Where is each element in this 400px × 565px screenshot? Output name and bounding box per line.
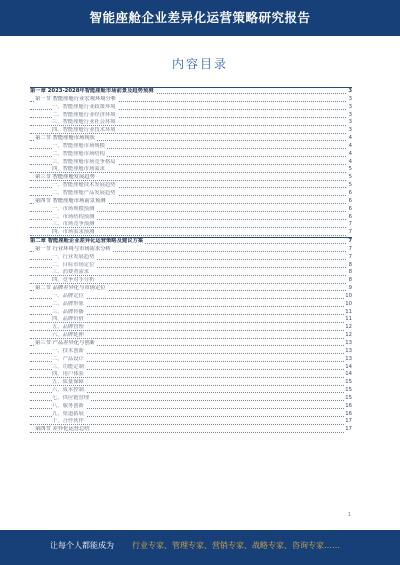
toc-section-entry[interactable] — [30, 96, 352, 104]
toc-item-entry[interactable] — [30, 418, 352, 426]
toc-entry-text: 四、市场需求预测 — [52, 229, 95, 236]
toc-entry-page: 4 — [348, 135, 352, 142]
toc-item-entry[interactable] — [30, 182, 352, 190]
toc-entry-text: 二、智能座舱市场结构 — [52, 150, 105, 157]
toc-section-entry[interactable] — [30, 426, 352, 434]
toc-entry-page: 11 — [345, 308, 352, 315]
toc-entry-page: 7 — [348, 229, 352, 236]
toc-entry-page: 8 — [348, 269, 352, 276]
toc-item-entry[interactable] — [30, 112, 352, 120]
toc-entry-page: 14 — [345, 363, 352, 370]
toc-entry-text: 第四节 智能座舱市场前景预测 — [35, 197, 106, 204]
toc-entry-page: 10 — [345, 292, 352, 299]
toc-item-entry[interactable] — [30, 379, 352, 387]
toc-entry-text: 三、智能座舱行业社会环境 — [52, 119, 116, 126]
toc-entry-text: 六、成本控制 — [52, 387, 84, 394]
toc-entry-text: 第二章 智能座舱企业差异化运营策略及建议方案 — [30, 238, 144, 245]
toc-item-entry[interactable] — [30, 364, 352, 372]
toc-entry-text: 二、产品设计 — [52, 355, 84, 362]
toc-item-entry[interactable] — [30, 293, 352, 301]
toc-entry-page: 15 — [345, 379, 352, 386]
toc-item-entry[interactable] — [30, 104, 352, 112]
toc-entry-text: 二、市场结构预测 — [52, 213, 95, 220]
toc-entry-page: 4 — [348, 142, 352, 149]
toc-entry-text: 四、品牌价值 — [52, 316, 84, 323]
toc-entry-text: 一、智能座舱技术发展趋势 — [52, 182, 116, 189]
toc-item-entry[interactable] — [30, 262, 352, 270]
toc-item-entry[interactable] — [30, 316, 352, 324]
toc-entry-text: 二、智能座舱行业经济环境 — [52, 111, 116, 118]
toc-entry-text: 一、技术创新 — [52, 347, 84, 354]
toc-entry-page: 8 — [348, 261, 352, 268]
toc-entry-text: 第四节 差异化运营总结 — [35, 426, 90, 433]
toc-entry-page: 7 — [348, 221, 352, 228]
page-number: 1 — [348, 512, 352, 518]
toc-entry-text: 六、品牌延伸 — [52, 332, 84, 339]
toc-entry-page: 3 — [348, 127, 352, 134]
toc-chapter-entry[interactable] — [30, 87, 352, 96]
toc-entry-text: 第一节 智能座舱行业宏观环境分析 — [35, 95, 117, 102]
toc-entry-text: 三、品牌传播 — [52, 308, 84, 315]
toc-item-entry[interactable] — [30, 229, 352, 237]
toc-item-entry[interactable] — [30, 277, 352, 285]
toc-entry-text: 四、智能座舱行业技术环境 — [52, 127, 116, 134]
toc-entry-page: 4 — [348, 158, 352, 165]
toc-entry-text: 三、智能座舱市场竞争格局 — [52, 158, 116, 165]
toc-item-entry[interactable] — [30, 411, 352, 419]
toc-item-entry[interactable] — [30, 127, 352, 135]
toc-entry-text: 十、合作伙伴 — [52, 418, 84, 425]
toc-section-entry[interactable] — [30, 246, 352, 254]
toc-entry-page: 12 — [345, 332, 352, 339]
toc-entry-text: 一、品牌定位 — [52, 292, 84, 299]
toc-entry-text: 第二节 品牌差异化与市场定位 — [35, 285, 106, 292]
toc-entry-page: 10 — [345, 300, 352, 307]
toc-entry-text: 一、市场规模预测 — [52, 205, 95, 212]
toc-entry-text: 四、智能座舱市场需求 — [52, 166, 105, 173]
toc-entry-text: 二、智能座舱产品发展趋势 — [52, 189, 116, 196]
toc-chapter-entry[interactable] — [30, 237, 352, 246]
toc-entry-text: 三、功能定制 — [52, 363, 84, 370]
toc-entry-text: 一、行业发展趋势 — [52, 253, 95, 260]
toc-entry-page: 8 — [348, 277, 352, 284]
toc-entry-text: 三、市场竞争预测 — [52, 221, 95, 228]
toc-section-entry[interactable] — [30, 174, 352, 182]
toc-section-entry[interactable] — [30, 340, 352, 348]
toc-item-entry[interactable] — [30, 269, 352, 277]
toc-entry-page: 13 — [345, 355, 352, 362]
toc-entry-text: 第一节 行业环境与市场需求分析 — [35, 245, 111, 252]
toc-item-entry[interactable] — [30, 221, 352, 229]
toc-entry-text: 二、目标市场定位 — [52, 261, 95, 268]
toc-entry-text: 二、品牌形象 — [52, 300, 84, 307]
toc-item-entry[interactable] — [30, 254, 352, 262]
footer-tags: 行业专家、管理专家、营销专家、战略专家、咨询专家…… — [132, 541, 340, 550]
toc-entry-page: 17 — [345, 426, 352, 433]
toc-item-entry[interactable] — [30, 206, 352, 214]
toc-entry-page: 3 — [348, 111, 352, 118]
toc-entry-page: 3 — [348, 103, 352, 110]
toc-entry-page: 7 — [348, 238, 352, 245]
toc-entry-page: 13 — [345, 347, 352, 354]
toc-entry-text: 七、供应链管理 — [52, 394, 90, 401]
toc-item-entry[interactable] — [30, 166, 352, 174]
toc-item-entry[interactable] — [30, 190, 352, 198]
toc-item-entry[interactable] — [30, 332, 352, 340]
toc-entry-page: 16 — [345, 410, 352, 417]
toc-entry-page: 15 — [345, 394, 352, 401]
toc-entry-text: 第一章 2023-2028年智能座舱市场前景及趋势预测 — [30, 88, 154, 94]
toc-entry-text: 八、服务创新 — [52, 402, 84, 409]
toc-entry-page: 6 — [348, 197, 352, 204]
toc-entry-text: 第三节 产品差异化与创新 — [35, 340, 95, 346]
toc-entry-page: 14 — [345, 371, 352, 378]
toc-item-entry[interactable] — [30, 119, 352, 127]
toc-item-entry[interactable] — [30, 387, 352, 395]
toc-section-entry[interactable] — [30, 198, 352, 206]
table-of-contents — [30, 87, 352, 434]
toc-section-entry[interactable] — [30, 285, 352, 293]
toc-heading: 内容目录 — [171, 57, 228, 71]
toc-entry-page: 4 — [348, 150, 352, 157]
toc-item-entry[interactable] — [30, 395, 352, 403]
toc-entry-page: 12 — [345, 324, 352, 331]
toc-entry-page: 3 — [348, 119, 352, 126]
toc-entry-page: 5 — [348, 174, 352, 181]
toc-entry-page: 15 — [345, 387, 352, 394]
toc-entry-page: 7 — [348, 253, 352, 260]
toc-item-entry[interactable] — [30, 143, 352, 151]
toc-entry-page: 7 — [348, 245, 352, 252]
toc-entry-text: 一、智能座舱行业政策环境 — [52, 103, 116, 110]
toc-item-entry[interactable] — [30, 403, 352, 411]
toc-entry-page: 3 — [348, 88, 352, 94]
toc-item-entry[interactable] — [30, 356, 352, 364]
toc-entry-page: 11 — [345, 316, 352, 323]
toc-item-entry[interactable] — [30, 348, 352, 356]
toc-item-entry[interactable] — [30, 301, 352, 309]
toc-item-entry[interactable] — [30, 214, 352, 222]
toc-entry-text: 五、质量保障 — [52, 379, 84, 386]
toc-entry-page: 6 — [348, 213, 352, 220]
toc-item-entry[interactable] — [30, 324, 352, 332]
footer-tagline: 让每个人都能成为 — [50, 541, 114, 550]
toc-entry-text: 五、品牌管理 — [52, 324, 84, 331]
toc-entry-page: 6 — [348, 205, 352, 212]
toc-entry-page: 17 — [345, 418, 352, 425]
toc-entry-page: 9 — [348, 285, 352, 292]
toc-entry-text: 一、智能座舱市场规模 — [52, 142, 105, 149]
toc-entry-text: 第三节 智能座舱发展趋势 — [35, 174, 95, 181]
toc-item-entry[interactable] — [30, 159, 352, 167]
toc-entry-text: 三、消费者需求 — [52, 269, 90, 276]
toc-item-entry[interactable] — [30, 309, 352, 317]
toc-section-entry[interactable] — [30, 135, 352, 143]
toc-entry-page: 5 — [348, 182, 352, 189]
toc-entry-page: 5 — [348, 166, 352, 173]
toc-entry-page: 3 — [348, 95, 352, 102]
document-title: 智能座舱企业差异化运营策略研究报告 — [89, 10, 311, 25]
toc-entry-text: 四、用户体验 — [52, 371, 84, 378]
toc-entry-page: 16 — [345, 402, 352, 409]
toc-entry-page: 6 — [348, 189, 352, 196]
toc-entry-text: 第二节 智能座舱市场现状 — [35, 135, 95, 142]
toc-item-entry[interactable] — [30, 151, 352, 159]
toc-entry-page: 13 — [345, 340, 352, 346]
toc-entry-text: 四、竞争对手分析 — [52, 277, 95, 284]
toc-entry-text: 九、渠道拓展 — [52, 410, 84, 417]
toc-item-entry[interactable] — [30, 371, 352, 379]
